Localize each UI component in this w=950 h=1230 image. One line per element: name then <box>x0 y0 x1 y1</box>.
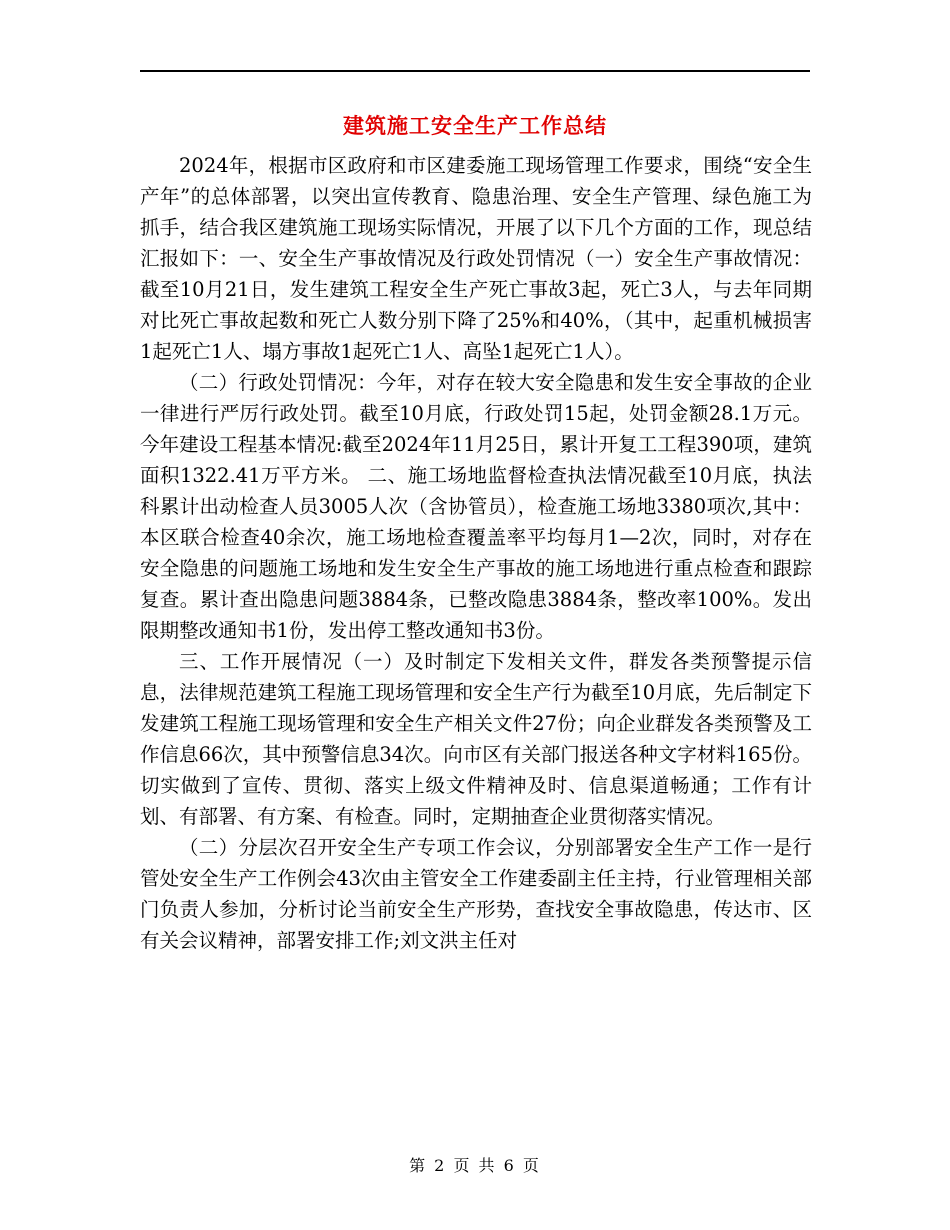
document-body <box>140 150 812 956</box>
page-number-footer: 第 2 页 共 6 页 <box>409 1156 541 1175</box>
paragraph: （二）分层次召开安全生产专项工作会议，分别部署安全生产工作一是行管处安全生产工作例会43次由主管安全工作建委副主任主持，行业管理相关部门负责人参加，分析讨论当前安全生产形势，查找安全事故隐患，传达市、区有关会议精神，部署安排工作;刘文洪主任对 <box>140 836 812 952</box>
paragraph: （二）行政处罚情况：今年，对存在较大安全隐患和发生安全事故的企业一律进行严厉行政处罚。截至10月底，行政处罚15起，处罚金额28.1万元。今年建设工程基本情况:截至2024年11月25日，累计开复工工程390项，建筑面积1322.41万平方米。 二、施工场地监督检查执法情况截至10月底，执法科累计出动检查人员3005人次（含协管员），检查施工场地3380项次,其中：本区联合检查40余次，施工场地检查覆盖率平均每月1—2次，同时，对存在安全隐患的问题施工场地和发生安全生产事故的施工场地进行重点检查和跟踪复查。累计查出隐患问题3884条，已整改隐患3884条，整改率100%。发出限期整改通知书1份，发出停工整改通知书3份。 <box>140 371 812 642</box>
document-title: 建筑施工安全生产工作总结 <box>343 113 607 138</box>
header-rule <box>140 70 810 72</box>
paragraph: 三、工作开展情况（一）及时制定下发相关文件，群发各类预警提示信息，法律规范建筑工程施工现场管理和安全生产行为截至10月底，先后制定下发建筑工程施工现场管理和安全生产相关文件27份；向企业群发各类预警及工作信息66次，其中预警信息34次。向市区有关部门报送各种文字材料165份。切实做到了宣传、贯彻、落实上级文件精神及时、信息渠道畅通；工作有计划、有部署、有方案、有检查。同时，定期抽查企业贯彻落实情况。 <box>140 650 812 828</box>
paragraph: 2024年，根据市区政府和市区建委施工现场管理工作要求，围绕“安全生产年”的总体部署，以突出宣传教育、隐患治理、安全生产管理、绿色施工为抓手，结合我区建筑施工现场实际情况，开展了以下几个方面的工作，现总结汇报如下：一、安全生产事故情况及行政处罚情况（一）安全生产事故情况：截至10月21日，发生建筑工程安全生产死亡事故3起，死亡3人，与去年同期对比死亡事故起数和死亡人数分别下降了25%和40%，（其中，起重机械损害1起死亡1人、塌方事故1起死亡1人、高坠1起死亡1人）。 <box>140 154 812 363</box>
